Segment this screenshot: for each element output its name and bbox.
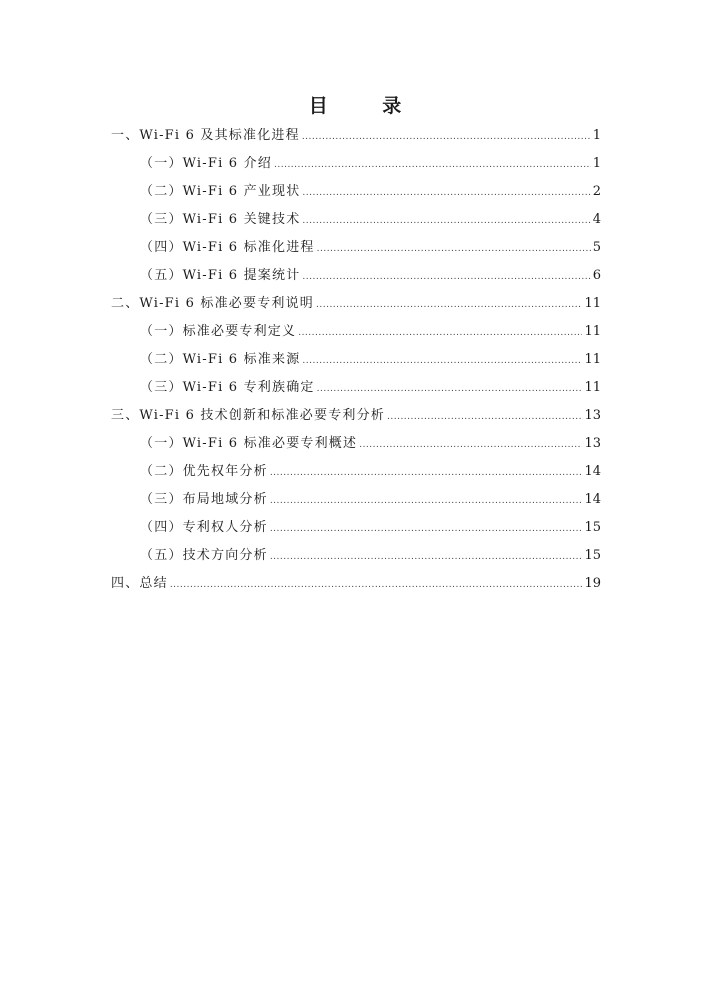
dot-leader (316, 294, 582, 316)
toc-entry-label: （三）Wi-Fi 6 专利族确定 (140, 380, 315, 395)
toc-entry-label: （五）技术方向分析 (140, 548, 268, 563)
dot-leader (274, 154, 591, 176)
toc-entry[interactable] (111, 405, 601, 427)
toc-entry-page: 15 (584, 520, 601, 535)
toc-title: 目 录 (308, 95, 426, 117)
toc-entry-label: （一）Wi-Fi 6 介绍 (140, 156, 272, 171)
toc-entry-label: （二）Wi-Fi 6 标准来源 (140, 352, 301, 367)
toc-entry-page: 15 (584, 548, 601, 563)
dot-leader (302, 182, 590, 204)
toc-entry[interactable] (111, 573, 601, 595)
dot-leader (302, 126, 591, 148)
toc-entry-page: 19 (584, 576, 601, 591)
toc-entry[interactable] (140, 489, 601, 511)
toc-entry-page: 14 (584, 464, 601, 479)
toc-entry-page: 1 (592, 128, 601, 143)
toc-entry-page: 11 (584, 324, 601, 339)
toc-entry[interactable] (140, 433, 601, 455)
dot-leader (387, 406, 582, 428)
toc-entry-page: 11 (584, 380, 601, 395)
toc-entry-page: 5 (592, 240, 601, 255)
dot-leader (317, 378, 583, 400)
dot-leader (270, 490, 583, 512)
dot-leader (170, 574, 583, 596)
dot-leader (270, 518, 583, 540)
toc-entry-page: 4 (592, 212, 601, 227)
toc-entry-label: （五）Wi-Fi 6 提案统计 (140, 268, 301, 283)
toc-entry[interactable] (111, 125, 601, 147)
toc-entry-label: 三、Wi-Fi 6 技术创新和标准必要专利分析 (111, 408, 385, 423)
toc-entry-page: 14 (584, 492, 601, 507)
toc-entry[interactable] (140, 237, 601, 259)
toc-entry[interactable] (140, 377, 601, 399)
toc-entry-page: 13 (584, 436, 601, 451)
toc-entry[interactable] (140, 349, 601, 371)
toc-entry-label: （一）Wi-Fi 6 标准必要专利概述 (140, 436, 358, 451)
dot-leader (302, 266, 590, 288)
toc-entry-label: （三）Wi-Fi 6 关键技术 (140, 212, 301, 227)
toc-entry[interactable] (140, 181, 601, 203)
toc-entry-page: 1 (592, 156, 601, 171)
dot-leader (298, 322, 582, 344)
toc-entry-page: 2 (592, 184, 601, 199)
toc-entry[interactable] (140, 545, 601, 567)
toc-entry[interactable] (111, 293, 601, 315)
toc-entry-label: （三）布局地域分析 (140, 492, 268, 507)
dot-leader (270, 462, 583, 484)
dot-leader (302, 350, 582, 372)
dot-leader (270, 546, 583, 568)
toc-entry[interactable] (140, 209, 601, 231)
toc-entry-label: （二）优先权年分析 (140, 464, 268, 479)
toc-entry-page: 11 (584, 352, 601, 367)
dot-leader (317, 238, 591, 260)
toc-entry-page: 13 (584, 408, 601, 423)
dot-leader (359, 434, 582, 456)
toc-entry-label: （二）Wi-Fi 6 产业现状 (140, 184, 301, 199)
toc-entry-label: 四、总结 (111, 576, 168, 591)
toc-entry-label: 二、Wi-Fi 6 标准必要专利说明 (111, 296, 314, 311)
toc-entry-label: 一、Wi-Fi 6 及其标准化进程 (111, 128, 300, 143)
toc-entry[interactable] (140, 517, 601, 539)
toc-entry-label: （一）标准必要专利定义 (140, 324, 297, 339)
toc-entry-label: （四）专利权人分析 (140, 520, 268, 535)
dot-leader (302, 210, 590, 232)
toc-entry[interactable] (140, 153, 601, 175)
toc-entry-page: 11 (584, 296, 601, 311)
toc-entry[interactable] (140, 321, 601, 343)
toc-entry[interactable] (140, 265, 601, 287)
toc-entry-label: （四）Wi-Fi 6 标准化进程 (140, 240, 315, 255)
toc-entry[interactable] (140, 461, 601, 483)
toc-entry-page: 6 (592, 268, 601, 283)
